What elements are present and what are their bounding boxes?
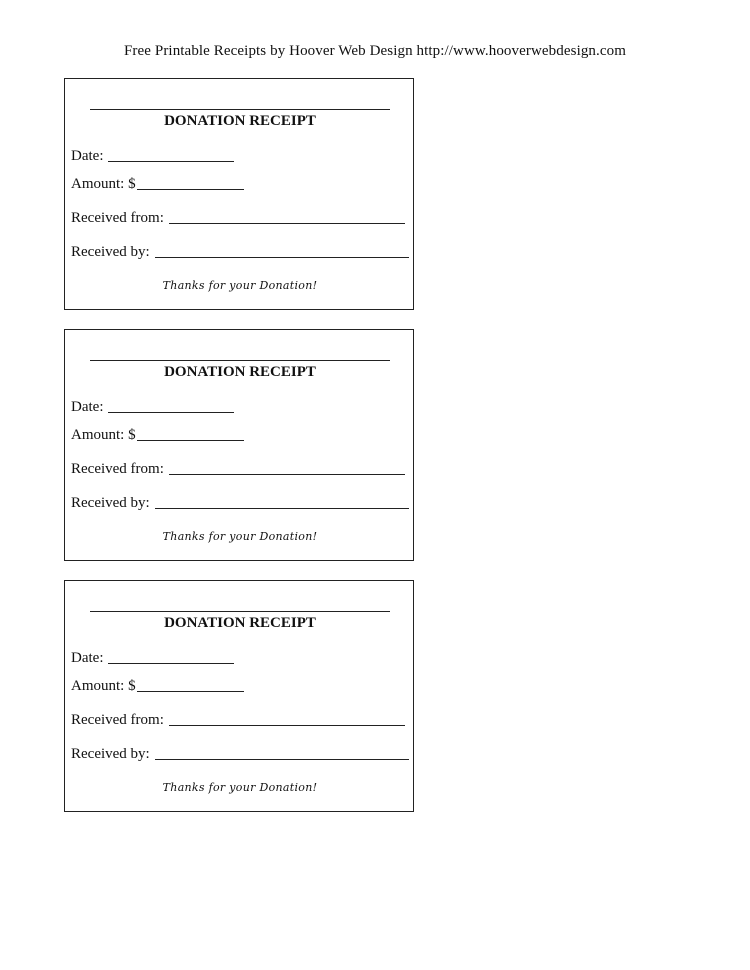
received-from-field xyxy=(71,712,405,729)
received-by-field xyxy=(71,244,409,261)
received-by-label: Received by: xyxy=(71,244,150,260)
amount-label: Amount: $ xyxy=(71,427,136,443)
receipt-title: DONATION RECEIPT xyxy=(164,364,316,380)
amount-blank-line xyxy=(137,439,244,441)
date-blank-line xyxy=(108,662,234,664)
amount-field xyxy=(71,176,244,193)
amount-label: Amount: $ xyxy=(71,678,136,694)
receipt-title: DONATION RECEIPT xyxy=(164,615,316,631)
donation-receipt-card xyxy=(64,329,414,561)
received-from-blank-line xyxy=(169,222,405,224)
date-field xyxy=(71,399,234,416)
page-header: Free Printable Receipts by Hoover Web Design http://www.hooverwebdesign.com xyxy=(123,43,627,59)
date-field xyxy=(71,650,234,667)
received-by-blank-line xyxy=(155,758,409,760)
donation-receipt-card xyxy=(64,580,414,812)
signature-line xyxy=(90,109,390,110)
received-by-blank-line xyxy=(155,507,409,509)
received-from-label: Received from: xyxy=(71,461,164,477)
received-by-field xyxy=(71,495,409,512)
received-from-label: Received from: xyxy=(71,712,164,728)
received-from-field xyxy=(71,461,405,478)
date-field xyxy=(71,148,234,165)
donation-receipt-card xyxy=(64,78,414,310)
thanks-message: Thanks for your Donation! xyxy=(162,530,318,543)
received-by-field xyxy=(71,746,409,763)
received-by-blank-line xyxy=(155,256,409,258)
date-label: Date: xyxy=(71,399,104,415)
received-from-blank-line xyxy=(169,724,405,726)
received-by-label: Received by: xyxy=(71,746,150,762)
received-from-field xyxy=(71,210,405,227)
receipt-title: DONATION RECEIPT xyxy=(164,113,316,129)
date-label: Date: xyxy=(71,650,104,666)
amount-field xyxy=(71,678,244,695)
amount-blank-line xyxy=(137,690,244,692)
thanks-message: Thanks for your Donation! xyxy=(162,279,318,292)
received-by-label: Received by: xyxy=(71,495,150,511)
received-from-blank-line xyxy=(169,473,405,475)
thanks-message: Thanks for your Donation! xyxy=(162,781,318,794)
signature-line xyxy=(90,360,390,361)
date-blank-line xyxy=(108,411,234,413)
signature-line xyxy=(90,611,390,612)
date-label: Date: xyxy=(71,148,104,164)
received-from-label: Received from: xyxy=(71,210,164,226)
date-blank-line xyxy=(108,160,234,162)
amount-field xyxy=(71,427,244,444)
amount-label: Amount: $ xyxy=(71,176,136,192)
amount-blank-line xyxy=(137,188,244,190)
